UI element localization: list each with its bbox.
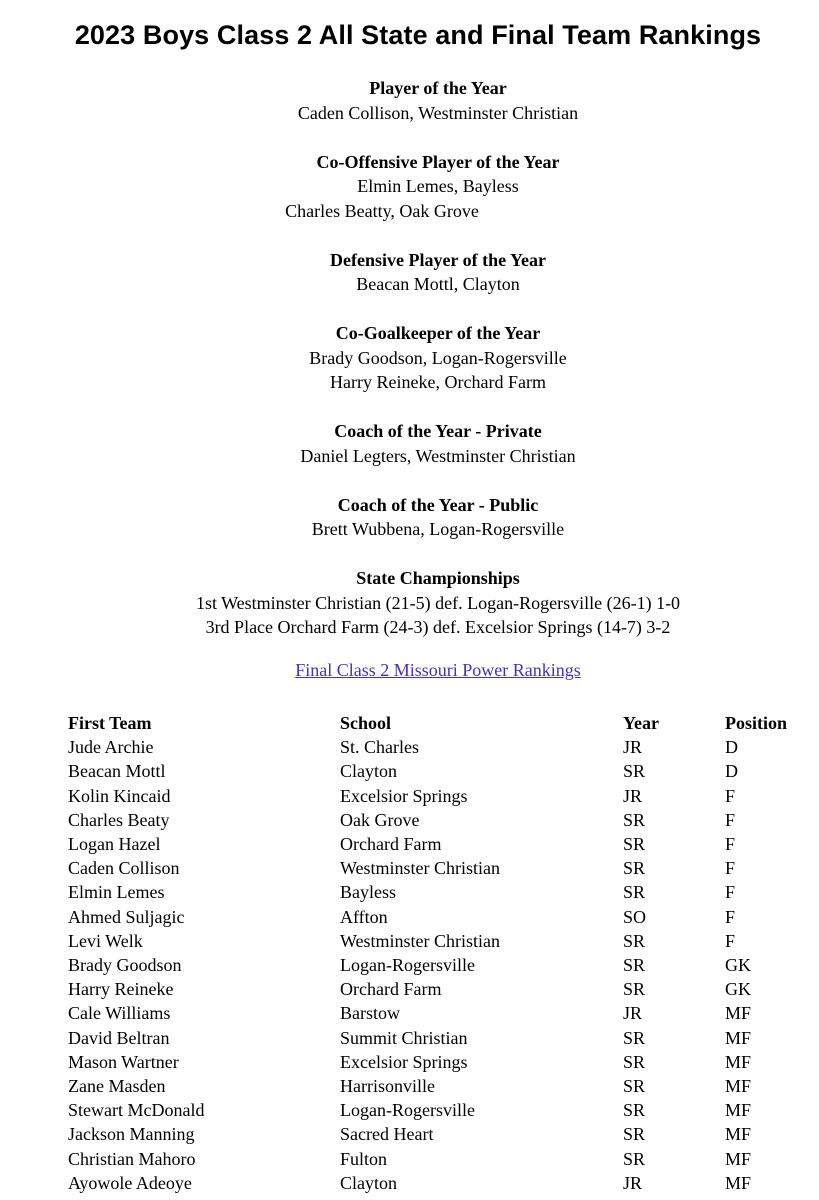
player-school: St. Charles bbox=[340, 737, 419, 758]
player-position: MF bbox=[725, 1076, 752, 1097]
player-position: GK bbox=[725, 979, 751, 1000]
table-row bbox=[68, 1171, 805, 1195]
player-school: Orchard Farm bbox=[340, 834, 442, 855]
player-name: Cale Williams bbox=[68, 1003, 171, 1024]
player-position: MF bbox=[725, 1148, 752, 1169]
player-year: SO bbox=[623, 906, 647, 927]
player-name: Brady Goodson bbox=[68, 955, 182, 976]
player-position: F bbox=[725, 809, 736, 830]
award-heading: Coach of the Year - Private bbox=[334, 421, 542, 441]
table-row bbox=[68, 1001, 805, 1025]
player-name: Kolin Kincaid bbox=[68, 785, 171, 806]
player-name: Stewart McDonald bbox=[68, 1100, 205, 1121]
award-recipient: Daniel Legters, Westminster Christian bbox=[300, 445, 576, 466]
award-recipient: Beacan Mottl, Clayton bbox=[356, 274, 520, 294]
player-position: F bbox=[725, 930, 736, 951]
table-row bbox=[68, 953, 805, 977]
player-year: SR bbox=[623, 1148, 646, 1169]
award-recipient: Brady Goodson, Logan-Rogersville bbox=[309, 347, 567, 368]
player-school: Harrisonville bbox=[340, 1076, 435, 1097]
player-year: JR bbox=[623, 737, 643, 758]
championship-result: 3rd Place Orchard Farm (24-3) def. Excelsior Springs (14-7) 3-2 bbox=[205, 617, 671, 637]
player-school: Logan-Rogersville bbox=[340, 955, 475, 976]
championship-result: 1st Westminster Christian (21-5) def. Logan-Rogersville (26-1) 1-0 bbox=[195, 592, 681, 613]
table-row bbox=[68, 735, 805, 759]
player-year: SR bbox=[623, 979, 646, 1000]
player-position: D bbox=[725, 737, 738, 758]
player-school: Bayless bbox=[340, 882, 396, 903]
player-position: MF bbox=[725, 1100, 752, 1121]
player-school: Summit Christian bbox=[340, 1027, 468, 1048]
player-year: SR bbox=[623, 1027, 646, 1048]
player-year: JR bbox=[623, 785, 643, 806]
table-row bbox=[68, 1074, 805, 1098]
player-position: GK bbox=[725, 955, 751, 976]
player-school: Oak Grove bbox=[340, 809, 420, 830]
power-rankings-link[interactable]: Final Class 2 Missouri Power Rankings bbox=[295, 660, 581, 680]
table-row bbox=[68, 784, 805, 808]
player-year: SR bbox=[623, 809, 646, 830]
player-name: Harry Reineke bbox=[68, 979, 174, 1000]
player-school: Logan-Rogersville bbox=[340, 1100, 475, 1121]
player-year: JR bbox=[623, 1172, 643, 1193]
player-name: Beacan Mottl bbox=[68, 761, 166, 782]
player-year: SR bbox=[623, 834, 646, 855]
award-defensive-player bbox=[0, 248, 819, 297]
player-year: SR bbox=[623, 930, 646, 951]
player-name: Levi Welk bbox=[68, 930, 143, 951]
player-name: Ahmed Suljagic bbox=[68, 906, 185, 927]
player-school: Excelsior Springs bbox=[340, 1051, 468, 1072]
award-coach-public bbox=[0, 493, 819, 542]
award-coach-private bbox=[0, 419, 819, 468]
player-school: Westminster Christian bbox=[340, 930, 501, 951]
player-name: Jude Archie bbox=[68, 737, 154, 758]
player-position: F bbox=[725, 834, 736, 855]
player-school: Fulton bbox=[340, 1148, 388, 1169]
player-name: Elmin Lemes bbox=[68, 882, 165, 903]
award-heading: Player of the Year bbox=[369, 78, 507, 98]
player-year: SR bbox=[623, 1124, 646, 1145]
page-title: 2023 Boys Class 2 All State and Final Team Rankings bbox=[74, 20, 762, 50]
player-name: Zane Masden bbox=[68, 1076, 166, 1097]
table-row bbox=[68, 1122, 805, 1146]
player-position: MF bbox=[725, 1003, 752, 1024]
column-header-first-team: First Team bbox=[68, 713, 152, 733]
table-body bbox=[68, 735, 805, 1195]
table-header-row bbox=[68, 711, 805, 735]
table-row bbox=[68, 1098, 805, 1122]
player-year: SR bbox=[623, 882, 646, 903]
player-year: SR bbox=[623, 1051, 646, 1072]
player-name: Charles Beaty bbox=[68, 809, 170, 830]
table-row bbox=[68, 1050, 805, 1074]
award-heading: Defensive Player of the Year bbox=[330, 249, 546, 270]
player-position: MF bbox=[725, 1027, 752, 1048]
player-position: F bbox=[725, 785, 736, 806]
table-row bbox=[68, 759, 805, 783]
player-name: Logan Hazel bbox=[68, 834, 161, 855]
player-name: Caden Collison bbox=[68, 858, 180, 879]
award-heading: Co-Offensive Player of the Year bbox=[316, 151, 560, 172]
player-position: F bbox=[725, 906, 736, 927]
awards-section bbox=[0, 76, 819, 664]
player-position: MF bbox=[725, 1124, 752, 1145]
player-position: MF bbox=[725, 1051, 752, 1072]
player-year: JR bbox=[623, 1003, 643, 1024]
award-player-of-year bbox=[0, 76, 819, 125]
award-recipient: Caden Collison, Westminster Christian bbox=[297, 102, 579, 123]
column-header-year: Year bbox=[623, 713, 659, 733]
state-championships bbox=[0, 566, 819, 640]
player-name: David Beltran bbox=[68, 1027, 170, 1048]
player-name: Christian Mahoro bbox=[68, 1148, 196, 1169]
player-school: Affton bbox=[340, 906, 388, 927]
player-school: Westminster Christian bbox=[340, 858, 501, 879]
table-row bbox=[68, 1026, 805, 1050]
award-recipient: Brett Wubbena, Logan-Rogersville bbox=[311, 519, 565, 539]
award-heading: Coach of the Year - Public bbox=[337, 494, 539, 515]
player-position: MF bbox=[725, 1172, 752, 1193]
table-row bbox=[68, 808, 805, 832]
column-header-position: Position bbox=[725, 713, 788, 733]
award-co-offensive-player bbox=[0, 150, 819, 224]
table-row bbox=[68, 856, 805, 880]
player-school: Excelsior Springs bbox=[340, 785, 468, 806]
award-recipient: Elmin Lemes, Bayless bbox=[357, 176, 519, 196]
player-year: SR bbox=[623, 761, 646, 782]
column-header-school: School bbox=[340, 713, 392, 733]
table-row bbox=[68, 977, 805, 1001]
player-name: Jackson Manning bbox=[68, 1124, 195, 1145]
player-position: D bbox=[725, 761, 738, 782]
table-row bbox=[68, 832, 805, 856]
player-school: Sacred Heart bbox=[340, 1124, 434, 1145]
player-school: Clayton bbox=[340, 761, 397, 782]
player-name: Ayowole Adeoye bbox=[68, 1172, 192, 1193]
first-team-table bbox=[68, 711, 805, 1195]
table-row bbox=[68, 880, 805, 904]
player-year: SR bbox=[623, 858, 646, 879]
player-year: SR bbox=[623, 1100, 646, 1121]
award-recipient: Harry Reineke, Orchard Farm bbox=[330, 372, 546, 392]
table-row bbox=[68, 905, 805, 929]
award-heading: Co-Goalkeeper of the Year bbox=[335, 323, 541, 343]
player-position: F bbox=[725, 882, 736, 903]
player-school: Orchard Farm bbox=[340, 979, 442, 1000]
rankings-link-row bbox=[0, 658, 819, 683]
award-co-goalkeeper bbox=[0, 321, 819, 395]
player-school: Barstow bbox=[340, 1003, 400, 1024]
player-school: Clayton bbox=[340, 1172, 397, 1193]
table-row bbox=[68, 929, 805, 953]
player-year: SR bbox=[623, 955, 646, 976]
table-row bbox=[68, 1147, 805, 1171]
award-heading: State Championships bbox=[356, 568, 520, 588]
award-recipient: Charles Beatty, Oak Grove bbox=[285, 200, 479, 221]
player-year: SR bbox=[623, 1076, 646, 1097]
player-position: F bbox=[725, 858, 736, 879]
player-name: Mason Wartner bbox=[68, 1051, 179, 1072]
